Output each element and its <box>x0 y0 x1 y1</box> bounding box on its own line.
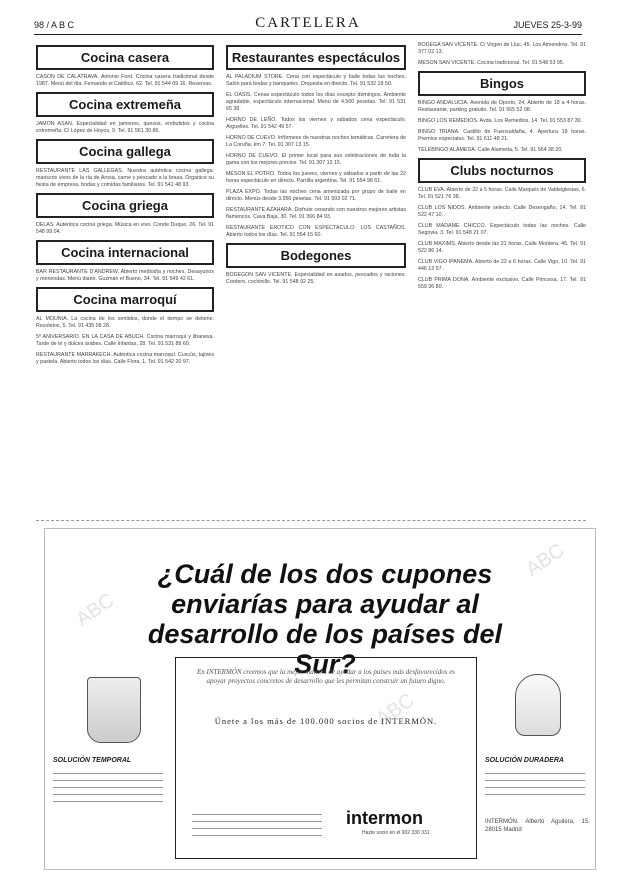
section-heading: Cocina internacional <box>36 240 214 265</box>
ad-headline: ¿Cuál de los dos cupones enviarías para ayudar al desarrollo de los países del Sur? <box>147 559 503 679</box>
listing-entry: BODEGA SAN VICENTE. C/ Virgen de Lluc, 45. Los Almendros. Tel. 91 377 02 13. <box>418 42 586 55</box>
section-heading: Cocina griega <box>36 193 214 218</box>
section-heading: Cocina extremeña <box>36 92 214 117</box>
listing-entry: AL MOUNIA. La cocina de los sentidos, donde el tiempo se detiene. Recoletos, 5. Tel. 91 435 08 28. <box>36 316 214 329</box>
listing-entry: RESTAURANTE AZAHARA. Disfrute cenando con nuestros mejores artistas flamencos. Cava Baja, 30. Tel. 91 366 84 93. <box>226 207 406 220</box>
section-heading: Cocina casera <box>36 45 214 70</box>
listing-entry: PLAZA EXPO. Todas las noches cena amenizada por grupo de baile en directo. Menús desde 3.950 pesetas. Tel. 91 593 02 71. <box>226 189 406 202</box>
coin-jar-image <box>87 677 141 743</box>
watermark: ABC <box>372 689 419 731</box>
intermon-logo: intermon <box>346 808 424 828</box>
listing-entry: HORNO DE CUEVO. El primer local para sus celebraciones de toda la gama con los mejores precios. Tel. 91 307 13 15. <box>226 153 406 166</box>
listing-entry: CASON DE CALATRAVA. Antonio Ford. Cocina casera tradicional desde 1987. Menú del día. Fernando el Católico, 62. Tel. 91 544 09 16. Reservas. <box>36 74 214 87</box>
listing-entry: BINGO ANDALUCIA. Avenida de Oporto, 24. Abierto de 18 a 4 horas. Restaurante, parking gratuito. Tel. 91 565 52 08. <box>418 100 586 113</box>
listing-entry: MESON SAN VICENTE. Cocina tradicional. Tel. 91 548 53 95. <box>418 60 565 66</box>
listing-entry: CLUB PRIMA DONA. Ambiente exclusivo. Calle Princesa, 17. Tel. 91 559 36 80. <box>418 277 586 290</box>
listing-entry: JAMON ASAN. Especialidad en jamones, quesos, embutidos y cocina extremeña. C/ López de Hoyos, 9. Tel. 91 561 30 86. <box>36 121 214 134</box>
listing-entry: BAR RESTAURANTE D'ANDREW. Abierto mediodía y noches. Desayunos y meriendas. Menú diario. Guzmán el Bueno, 34. Tel. 91 549 42 61. <box>36 269 214 282</box>
listing-entry: HORNO DE LEÑO. Todos los viernes y sábados cena espectáculo. Arguelles. Tel. 91 542 49 57. <box>226 117 406 130</box>
listing-entry: CLUB EVA. Abierto de 22 a 5 horas. Calle Marqués de Valdeiglesias, 6. Tel. 91 521 76 38. <box>418 187 586 200</box>
listing-entry: RESTAURANTE MARRAKECH. Auténtica cocina marroquí. Cuscús, tajines y pastela. Abierto todos los días. Calle Flora, 1. Tel. 91 542 20 97. <box>36 352 214 365</box>
listing-entry: EL OASIS. Cenas espectáculo todos los días excepto domingos. Ambiente agradable, espectáculo internacional. Menú de 4.500 pesetas. Tel. 91 531 65 38. <box>226 92 406 112</box>
intermon-phone: Hazte socio en el 902 330 331 <box>362 830 430 836</box>
section-heading: Clubs nocturnos <box>418 158 586 183</box>
listing-entry: RESTAURANTE LAS GALLEGAS. Nuestra auténtica cocina gallega: mariscos vivos de la ría de Arosa, carne y pescado a la brasa. Organice su fiesta de empresa, bodas y comidas familiares. Tel. 91 541 48 93. <box>36 168 214 188</box>
coupon-left-lines <box>53 767 163 808</box>
page-number: 98 / A B C <box>34 20 75 30</box>
section-heading: Bodegones <box>226 243 406 268</box>
watermark: ABC <box>72 589 119 631</box>
coupon-center-lines <box>192 808 322 842</box>
column-right <box>418 42 586 295</box>
section-heading: Restaurantes espectáculos <box>226 45 406 70</box>
section-heading: Cocina gallega <box>36 139 214 164</box>
ad-body-text: En INTERMÓN creemos que la mejor manera de ayudar a los países más desfavorecidos es apoyar proyectos concretos de desarrollo que les permitan construir un futuro digno. <box>196 668 456 685</box>
watermark: ABC <box>522 539 569 581</box>
section-title: CARTELERA <box>255 15 361 31</box>
listing-entry: CLUB LOS NIDOS. Ambiente selecto. Calle Desengaño, 14. Tel. 91 522 47 10. <box>418 205 586 218</box>
listing-entry: MESON EL POTRO. Todos los jueves, viernes y sábados a partir de las 22 horas espectáculo en directo. Parrilla argentina. Tel. 91 554 98 61. <box>226 171 406 184</box>
coupon-left-label: SOLUCIÓN TEMPORAL <box>53 757 132 764</box>
section-heading: Cocina marroquí <box>36 287 214 312</box>
listing-entry: CLUB MADAME CHICCO. Espectáculo todas las noches. Calle Segovia, 3. Tel. 91 548 21 07. <box>418 223 586 236</box>
coupon-right-address: INTERMÓN. Alberto Aguilera, 15. 28015 Madrid <box>485 819 590 833</box>
listing-entry: HORNO DE CUEVO. Infórmese de nuestras noches temáticas. Carretera de La Coruña, km 7. Tel. 91 307 13 15. <box>226 135 406 148</box>
listing-entry: CLUB VIGO IPANEMA. Abierto de 22 a 6 horas. Calle Vigo, 10. Tel. 91 446 13 57. <box>418 259 586 272</box>
column-left <box>36 42 214 370</box>
plant-jar-image <box>515 674 561 736</box>
ad-divider <box>36 520 586 521</box>
coupon-right-lines <box>485 767 585 801</box>
intermon-advertisement <box>44 528 596 870</box>
listing-entry: CLUB MAXIMS. Abierto desde las 21 horas. Calle Montera, 45. Tel. 91 522 86 14. <box>418 241 586 254</box>
ad-message-box <box>175 657 477 859</box>
listing-entry: BODEGON SAN VICENTE. Especialidad en asados, pescados y raciones. Cordero, cochinillo. Tel. 91 548 92 25. <box>226 272 406 285</box>
coupon-right-label: SOLUCIÓN DURADERA <box>485 757 564 764</box>
column-middle <box>226 42 406 290</box>
listing-entry: AL PALADIUM STORE. Cena con espectáculo y baile todas las noches. Salón para bodas y banquetes. Orquesta en directo. Tel. 91 532 18 50. <box>226 74 406 87</box>
page-header <box>34 4 582 35</box>
issue-date: JUEVES 25-3-99 <box>513 20 582 30</box>
listing-entry: BINGO LOS REMEDIOS. Avda. Los Remedios, 14. Tel. 91 553 87 30. <box>418 118 583 124</box>
listing-entry: 5º ANIVERSARIO. EN LA CASA DE ABUCH. Cocina marroquí y libanesa. Tarde de té y dulces árabes. Calle Infantas, 28. Tel. 91 531 89 60. <box>36 334 214 347</box>
listing-entry: RESTAURANTE EROTICO CON ESPECTACULO: LOS CASTAÑOS. Abierto todos los días. Tel. 91 554 15 60. <box>226 225 406 238</box>
listing-entry: BINGO TRIANA. Castillo de Fuensaldaña, 4. Apertura 18 horas. Premios especiales. Tel. 91 611 48 21. <box>418 129 586 142</box>
section-heading: Bingos <box>418 71 586 96</box>
ad-join-line: Únete a los más de 100.000 socios de INTERMÓN. <box>214 716 438 726</box>
listing-entry: DELAS. Auténtica cocina griega. Música en vivo. Conde Duque, 26. Tel. 91 548 99 04. <box>36 222 214 235</box>
listing-entry: TELEBINGO ALAMEDA. Calle Alameda, 5. Tel. 91 564 38 20. <box>418 147 563 153</box>
